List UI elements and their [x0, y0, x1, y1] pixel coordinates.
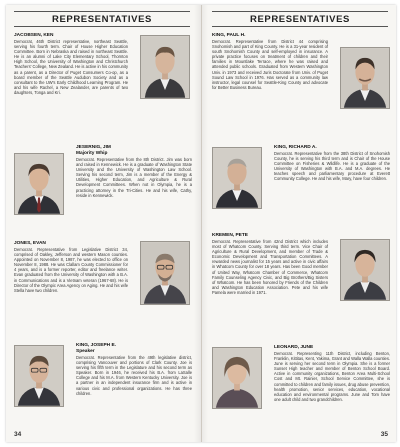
entry-bio: [212, 233, 328, 295]
rep-name: JESERNIG, JIM: [76, 145, 111, 150]
entry-bio: [274, 145, 390, 182]
portrait-photo: [340, 47, 390, 109]
right-page: [202, 5, 396, 442]
portrait-illustration: [141, 36, 189, 98]
booklet-spread: [6, 5, 396, 442]
portrait-illustration: [341, 48, 389, 108]
rep-bio-text: Democrat. Representative from the 38th District of Snohomish County, he is serving his third term and is Chair of the House Committee on Fisheries & Wildlife. He is a graduate of the University of Washington with B.A. and M.A. degrees. He teaches speech and parliamentary procedure at Everett Community College. He and his wife, Mary, have four children.: [274, 151, 390, 182]
entry-king-richard: [212, 145, 390, 229]
rep-bio-text: Democrat. Representative from 42nd District which includes most of Whatcom County. Serving third term. Vice Chair of Agriculture & Rural Development, and member of Trade & Economic Development and Transportation Committees. A rewarded news journalist for 15 years and active in civic affairs in Whatcom County for over 18 years. Has been Good member of United Way, Whatcom Chamber of Commerce, Whatcom Family Counseling Agency Civic, and Big Brothers/Big Sisters of Whatcom. He has been honored by Friends of the Children and Washington Education Association. Pete and his wife Pamela were married in 1971.: [212, 239, 328, 295]
portrait-illustration: [213, 348, 261, 408]
page-header: REPRESENTATIVES: [212, 11, 388, 27]
page-number: 34: [14, 431, 22, 438]
rep-name: LEONARD, JUNE: [274, 345, 314, 350]
rep-name: JONES, EVAN: [14, 241, 46, 246]
portrait-photo: [340, 239, 390, 301]
portrait-photo: [14, 345, 64, 407]
portrait-photo: [212, 347, 262, 409]
portrait-photo: [140, 35, 190, 99]
entry-king-joseph: [14, 343, 192, 425]
rep-bio-text: Democrat. Representing 11th District, including Benton, Franklin, Kittitas, Kent, Yakima, Grant and Walla Walla counties. June is serving her second term in Olympia. She is a former Sunset High teacher and member of Benton School Board. Active in community organizations, Benton Area Multi-School Cost and Mt. Rainier, School Service Committee, she is committed to children and family issues, drug abuse prevention, health promotion, senior services, education, vocational education and environmental programs. June and Tom have one adult child and two grandchildren.: [274, 351, 390, 402]
portrait-photo: [140, 241, 190, 305]
rep-name: KING, RICHARD A.: [274, 145, 317, 150]
entry-bio: [14, 33, 128, 95]
entry-jacobsen: [14, 33, 192, 125]
entry-leonard: [212, 345, 390, 427]
rep-name: JACOBSEN, KEN: [14, 33, 54, 38]
portrait-illustration: [15, 346, 63, 406]
rep-bio-text: Democrat. Representative from the 8th District. Jim was born and raised in Kennewick. He is a graduate of Washington State University and the University of Washington Law School. Serving his second term, Jim is a member of the Energy & Utilities, Higher Education, and Agriculture & Rural Development Committees. When not in Olympia, he is a practicing attorney in the Tri-Cities. He and his wife, Cathy, reside in Kennewick.: [76, 157, 192, 198]
entry-bio: [76, 343, 192, 396]
entry-bio: [274, 345, 390, 402]
entry-kremen: [212, 233, 390, 333]
rep-bio-text: Democrat. Representative from the 49th legislative district, comprising Vancouver and portions of Clark County. Joe is serving his fifth term in the Legislature and his second term as Speaker. Born in 1946, he received his B.A. from LaSalle College and his M.A. from Western Kentucky University. Joe is a partner in an independent insurance firm and is active in various civic and professional organizations. He has three children.: [76, 355, 192, 396]
page-number: 35: [380, 431, 388, 438]
rep-bio-text: Democrat. Representative from District 44 comprising Snohomish and part of King County. He is a 31-year resident of south Snohomish County and self-employed in insurance. A private practice focuses on treatment of children and their families in Mountlake Terrace, where he was raised and attended public schools. Graduated from Western Washington Univ. in 1973 and received Juris Doctorate from Univ. of Puget Sound Law School in 1976. Has served as a community law instructor, legal counsel for Seattle-King County and advocate for Better Business Bureau.: [212, 39, 328, 90]
entry-jones: [14, 241, 192, 333]
rep-bio-text: Democrat. Representative from Legislative District 34, comprised of Oakley, Jefferson and western Mason counties. Appointed on November 8, 1987, he was elected to office on November 8, 1988. He was Clallam County Commissioner for 4 years, and is a former reporter, editor and freelance writer. Evan graduated from the University of Washington with a B.A. in Communications and is a Vietnam veteran (1967-68). He is Director of the Olympic Area Agency on Aging. He and his wife Stella have two children.: [14, 247, 128, 293]
rep-name: KING, PAUL H.: [212, 33, 246, 38]
page-header: REPRESENTATIVES: [14, 11, 190, 27]
entry-bio: [76, 145, 192, 198]
entry-bio: [14, 241, 128, 293]
left-page: [6, 5, 200, 442]
entry-jesernig: [14, 145, 192, 227]
rep-name: KREMEN, PETE: [212, 233, 248, 238]
rep-bio-text: Democrat, 46th District representative, northeast Seattle, serving his fourth term. Chair of House Higher Education Committee. Born in Nebraska and raised in northeast Seattle. He is an alumni of Lake City Elementary School, Thornton High School, the University of Washington and Christchurch Teachers' College, New Zealand. He is active in his community as a parent, as a Director of Puget Consumers Co-op, as a board member of the Seattle Audubon Society and as a consultant to the UW's Early Childhood Learning Program. He and his wife Rachel, a New Zealander, are parents of two daughters, Tonga and Kri.: [14, 39, 128, 95]
portrait-illustration: [141, 242, 189, 304]
entry-bio: [212, 33, 328, 90]
portrait-photo: [14, 153, 64, 215]
portrait-illustration: [15, 154, 63, 214]
portrait-illustration: [213, 148, 261, 208]
rep-title: Majority Whip: [76, 151, 108, 156]
portrait-photo: [212, 147, 262, 209]
portrait-illustration: [341, 240, 389, 300]
rep-name: KING, JOSEPH E.: [76, 343, 116, 348]
rep-title: Speaker: [76, 349, 95, 354]
entry-king-paul: [212, 33, 390, 133]
